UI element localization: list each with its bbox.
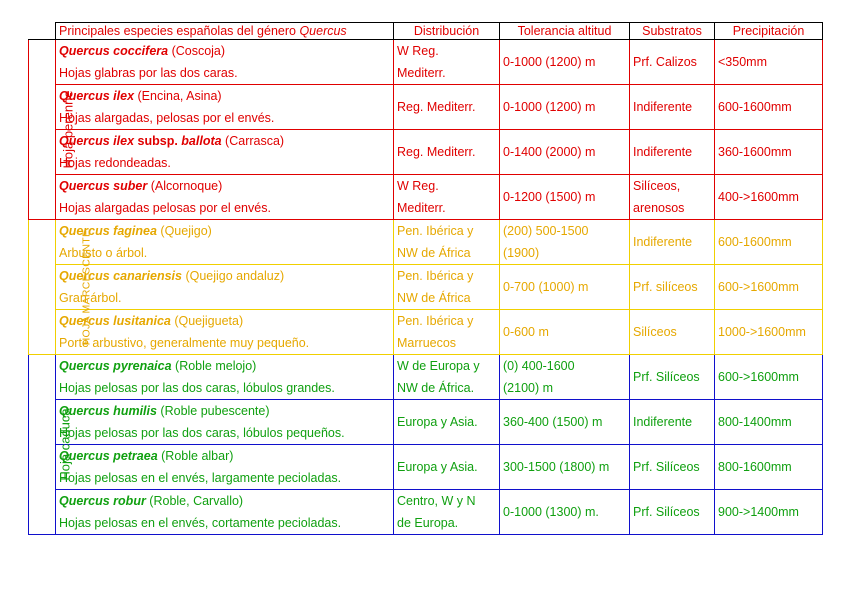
- species-cell: [56, 265, 394, 310]
- altitude-line1: (0) 400-1600: [503, 359, 575, 373]
- species-common: (Coscoja): [168, 44, 226, 58]
- header-species-text: Principales especies españolas del género: [59, 23, 300, 38]
- distribution-line2: NW de África.: [397, 381, 475, 395]
- distribution-cell: [394, 310, 500, 355]
- species-common: (Roble pubescente): [156, 404, 270, 418]
- substrate-cell: Indiferente: [630, 400, 715, 445]
- species-desc: Hojas alargadas, pelosas por el envés.: [59, 111, 275, 125]
- altitude-cell: 0-1400 (2000) m: [500, 130, 630, 175]
- species-name: Quercus suber: [59, 179, 148, 193]
- substrate-cell: Prf. Calizos: [630, 40, 715, 85]
- species-common: (Quejigo): [156, 224, 212, 238]
- species-desc: Arbusto o árbol.: [59, 246, 148, 260]
- distribution-line2: NW de África: [397, 246, 471, 260]
- species-cell: [56, 175, 394, 220]
- altitude-cell: [500, 355, 630, 400]
- table-row: [29, 40, 823, 85]
- species-common: (Alcornoque): [147, 179, 223, 193]
- substrate-cell: Prf. Silíceos: [630, 490, 715, 535]
- species-name: Quercus robur: [59, 494, 146, 508]
- precip-cell: 800-1400mm: [715, 400, 823, 445]
- distribution-cell: [394, 355, 500, 400]
- species-cell: [56, 490, 394, 535]
- precip-cell: <350mm: [715, 40, 823, 85]
- species-name-var: ballota: [181, 134, 222, 148]
- species-desc: Hojas pelosas en el envés, largamente pecioladas.: [59, 471, 342, 485]
- table-row: [29, 130, 823, 175]
- altitude-line2: (1900): [503, 246, 540, 260]
- altitude-cell: 0-700 (1000) m: [500, 265, 630, 310]
- species-name: Quercus faginea: [59, 224, 157, 238]
- distribution-line2: Mediterr.: [397, 201, 446, 215]
- group-label-cell: [29, 355, 73, 535]
- species-desc: Gran árbol.: [59, 291, 122, 305]
- precip-cell: 360-1600mm: [715, 130, 823, 175]
- substrate-line1: Silíceos,: [633, 179, 681, 193]
- table-row: [29, 85, 823, 130]
- altitude-cell: [500, 220, 630, 265]
- distribution-line2: Mediterr.: [397, 66, 446, 80]
- distribution-cell: [394, 265, 500, 310]
- group-label: Hoja perenne: [60, 89, 76, 169]
- altitude-line1: (200) 500-1500: [503, 224, 589, 238]
- distribution-line2: de Europa.: [397, 516, 459, 530]
- distribution-line2: Marruecos: [397, 336, 457, 350]
- species-name: Quercus petraea: [59, 449, 158, 463]
- substrate-cell: Prf. silíceos: [630, 265, 715, 310]
- species-common: (Encina, Asina): [134, 89, 222, 103]
- table-row: [29, 265, 823, 310]
- distribution-line1: W Reg.: [397, 44, 439, 58]
- header-altitude: Tolerancia altitud: [500, 23, 630, 40]
- table-row: [29, 400, 823, 445]
- distribution-line1: W Reg.: [397, 179, 439, 193]
- group-hoja-perenne: [29, 40, 823, 220]
- distribution-line1: Pen. Ibérica y: [397, 224, 474, 238]
- species-common: (Roble, Carvallo): [145, 494, 244, 508]
- species-desc: Porte arbustivo, generalmente muy pequeño.: [59, 336, 310, 350]
- substrate-cell: Indiferente: [630, 220, 715, 265]
- distribution-line1: Pen. Ibérica y: [397, 314, 474, 328]
- group-label: Hoja caduca: [57, 407, 73, 481]
- header-distribution: Distribución: [394, 23, 500, 40]
- distribution-cell: Europa y Asia.: [394, 445, 500, 490]
- substrate-cell: [630, 175, 715, 220]
- table-row: [29, 490, 823, 535]
- table-row: [29, 355, 823, 400]
- group-label-cell: [29, 40, 76, 220]
- header-substrate: Substratos: [630, 23, 715, 40]
- species-name: Quercus coccifera: [59, 44, 169, 58]
- species-cell: [56, 400, 394, 445]
- species-cell: [56, 355, 394, 400]
- species-common: (Roble melojo): [171, 359, 257, 373]
- substrate-line2: arenosos: [633, 201, 685, 215]
- substrate-cell: Indiferente: [630, 85, 715, 130]
- header-row: [29, 23, 823, 40]
- species-cell: [56, 445, 394, 490]
- species-cell: [56, 85, 394, 130]
- table-row: [29, 175, 823, 220]
- header-precipitation: Precipitación: [715, 23, 823, 40]
- species-desc: Hojas pelosas por las dos caras, lóbulos pequeños.: [59, 426, 345, 440]
- species-desc: Hojas redondeadas.: [59, 156, 171, 170]
- species-name: Quercus ilex: [59, 134, 135, 148]
- species-name: Quercus pyrenaica: [59, 359, 172, 373]
- species-common: (Roble albar): [157, 449, 234, 463]
- altitude-cell: 0-1000 (1300) m.: [500, 490, 630, 535]
- species-cell: [56, 130, 394, 175]
- precip-cell: 600-1600mm: [715, 220, 823, 265]
- precip-cell: 600->1600mm: [715, 265, 823, 310]
- distribution-line1: Centro, W y N: [397, 494, 476, 508]
- species-desc: Hojas glabras por las dos caras.: [59, 66, 238, 80]
- quercus-table: [28, 22, 823, 535]
- species-cell: [56, 220, 394, 265]
- group-label: HOJA MARCESCENTE: [80, 229, 93, 346]
- header-species-italic: Quercus: [299, 23, 347, 38]
- precip-cell: 800-1600mm: [715, 445, 823, 490]
- distribution-cell: [394, 220, 500, 265]
- species-cell: [56, 40, 394, 85]
- species-common: (Carrasca): [221, 134, 285, 148]
- altitude-cell: 360-400 (1500) m: [500, 400, 630, 445]
- species-cell: [56, 310, 394, 355]
- precip-cell: 1000->1600mm: [715, 310, 823, 355]
- corner-cell: [29, 23, 56, 40]
- altitude-cell: 0-1000 (1200) m: [500, 85, 630, 130]
- altitude-cell: 300-1500 (1800) m: [500, 445, 630, 490]
- precip-cell: 900->1400mm: [715, 490, 823, 535]
- altitude-cell: 0-600 m: [500, 310, 630, 355]
- table-row: [29, 445, 823, 490]
- group-hoja-caduca: [29, 355, 823, 535]
- distribution-cell: [394, 175, 500, 220]
- distribution-cell: [394, 40, 500, 85]
- distribution-line1: W de Europa y: [397, 359, 480, 373]
- substrate-cell: Prf. Silíceos: [630, 445, 715, 490]
- species-common: (Quejigueta): [170, 314, 244, 328]
- species-name: Quercus humilis: [59, 404, 157, 418]
- species-name: Quercus ilex: [59, 89, 135, 103]
- altitude-line2: (2100) m: [503, 381, 554, 395]
- species-name: Quercus canariensis: [59, 269, 182, 283]
- header-species: [56, 23, 394, 40]
- table-row: [29, 310, 823, 355]
- substrate-cell: Prf. Silíceos: [630, 355, 715, 400]
- species-desc: Hojas pelosas por las dos caras, lóbulos grandes.: [59, 381, 335, 395]
- species-common: (Quejigo andaluz): [181, 269, 285, 283]
- species-desc: Hojas pelosas en el envés, cortamente pecioladas.: [59, 516, 342, 530]
- substrate-cell: Indiferente: [630, 130, 715, 175]
- species-desc: Hojas alargadas pelosas por el envés.: [59, 201, 271, 215]
- altitude-cell: 0-1000 (1200) m: [500, 40, 630, 85]
- quercus-table-wrapper: [28, 22, 823, 535]
- precip-cell: 600-1600mm: [715, 85, 823, 130]
- distribution-cell: Europa y Asia.: [394, 400, 500, 445]
- distribution-line2: NW de África: [397, 291, 471, 305]
- distribution-cell: Reg. Mediterr.: [394, 130, 500, 175]
- group-hoja-marcescente: [29, 220, 823, 355]
- substrate-cell: Silíceos: [630, 310, 715, 355]
- distribution-cell: [394, 490, 500, 535]
- distribution-line1: Pen. Ibérica y: [397, 269, 474, 283]
- distribution-cell: Reg. Mediterr.: [394, 85, 500, 130]
- precip-cell: 400->1600mm: [715, 175, 823, 220]
- altitude-cell: 0-1200 (1500) m: [500, 175, 630, 220]
- precip-cell: 600->1600mm: [715, 355, 823, 400]
- species-name: Quercus lusitanica: [59, 314, 171, 328]
- table-row: [29, 220, 823, 265]
- species-subsp: subsp.: [134, 134, 182, 148]
